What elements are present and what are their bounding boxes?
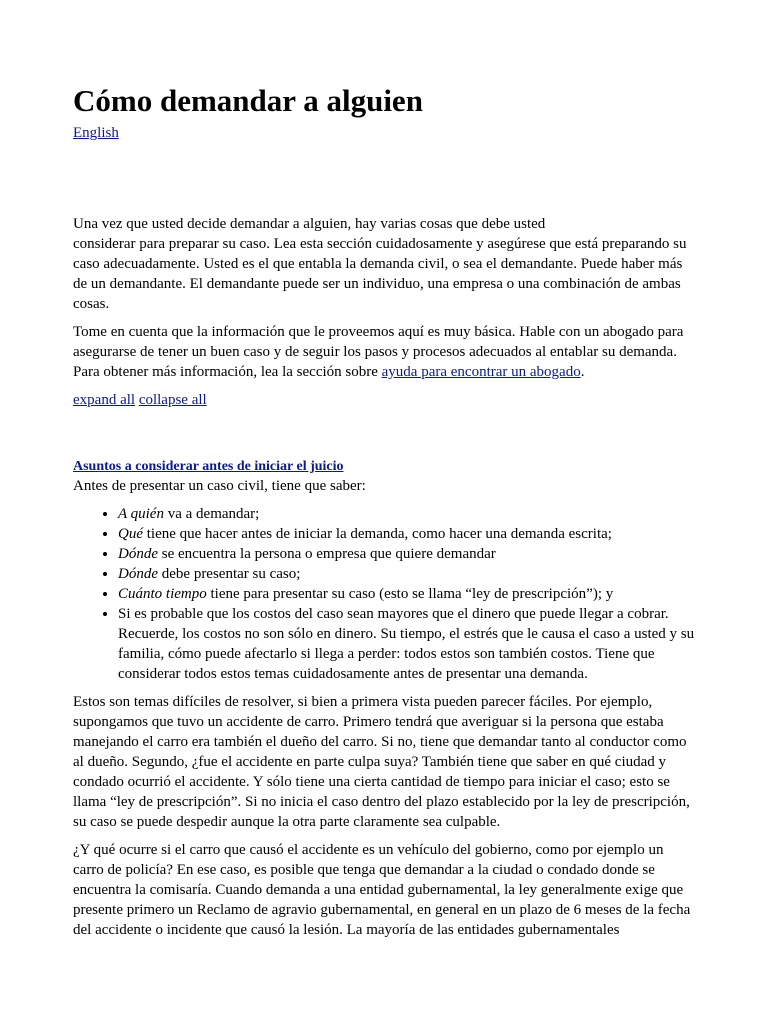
- section-toggle-link[interactable]: Asuntos a considerar antes de iniciar el juicio: [73, 459, 344, 474]
- list-item-text: tiene para presentar su caso (esto se llama “ley de prescripción”); y: [206, 586, 614, 602]
- considerations-list: [73, 504, 698, 684]
- list-item-emphasis: Cuánto tiempo: [118, 586, 207, 602]
- list-item-text: va a demandar;: [163, 506, 260, 522]
- list-item-emphasis: Qué: [118, 526, 143, 542]
- list-item: [118, 564, 698, 584]
- list-item-emphasis: A quién: [118, 506, 164, 522]
- intro-paragraph-1: [73, 214, 698, 314]
- list-item-text: se encuentra la persona o empresa que quiere demandar: [158, 546, 496, 562]
- section-intro: Antes de presentar un caso civil, tiene que saber:: [73, 478, 366, 494]
- intro-paragraph-1-rest: considerar para preparar su caso. Lea esta sección cuidadosamente y asegúrese que está preparando su caso adecuadamente. Usted es el que entabla la demanda civil, o sea el demandante. Puede haber más de un demandante. El demandante puede ser un individuo, una empresa o una combinación de ambas cosas.: [73, 236, 687, 312]
- find-lawyer-link[interactable]: ayuda para encontrar un abogado: [381, 364, 581, 380]
- list-item-emphasis: Dónde: [118, 546, 158, 562]
- expand-collapse-controls: [73, 390, 698, 410]
- list-item: [118, 524, 698, 544]
- intro-paragraph-2-text: Tome en cuenta que la información que le proveemos aquí es muy básica. Hable con un abogado para asegurarse de tener un buen caso y de seguir los pasos y procesos adecuados al entablar su demanda. Para obtener más información, lea la sección sobre: [73, 324, 684, 380]
- list-item: [118, 504, 698, 524]
- intro-paragraph-2: [73, 322, 698, 382]
- expand-all-link[interactable]: expand all: [73, 392, 136, 408]
- list-item: [118, 584, 698, 604]
- list-item-emphasis: Dónde: [118, 566, 158, 582]
- car-accident-paragraph: Estos son temas difíciles de resolver, si bien a primera vista pueden parecer fáciles. Por ejemplo, supongamos que tuvo un accidente de carro. Primero tendrá que averiguar si la persona que estaba manejando el carro era también el dueño del carro. Si no, tiene que demandar tanto al conductor como al dueño. Segundo, ¿fue el accidente en parte culpa suya? También tiene que saber en qué ciudad y condado ocurrió el accidente. Y sólo tiene una cierta cantidad de tiempo para iniciar el caso; esto se llama “ley de prescripción”. Si no inicia el caso dentro del plazo establecido por la ley de prescripción, su caso se puede despedir aunque la otra parte claramente sea culpable.: [73, 694, 690, 830]
- list-item-text: debe presentar su caso;: [158, 566, 301, 582]
- english-language-link[interactable]: English: [73, 125, 119, 141]
- intro-paragraph-2-end: .: [580, 364, 585, 380]
- government-vehicle-paragraph: ¿Y qué ocurre si el carro que causó el accidente es un vehículo del gobierno, como por ejemplo un carro de policía? En ese caso, es posible que tenga que demandar a la ciudad o condado donde se encuentra la comisaría. Cuando demanda a una entidad gubernamental, la ley generalmente exige que presente primero un Reclamo de agravio gubernamental, en general en un plazo de 6 meses de la fecha del accidente o incidente que causó la lesión. La mayoría de las entidades gubernamentales: [73, 842, 691, 938]
- intro-paragraph-1-line-1: Una vez que usted decide demandar a alguien, hay varias cosas que debe usted: [73, 216, 546, 232]
- page-title: Cómo demandar a alguien: [73, 83, 423, 118]
- article: [73, 82, 698, 940]
- list-item: [118, 544, 698, 564]
- list-item-text: Si es probable que los costos del caso sean mayores que el dinero que puede llegar a cobrar. Recuerde, los costos no son sólo en dinero. Su tiempo, el estrés que le causa el caso a usted y su familia, cómo puede afectarlo si llega a perder: todos estos son también costos. Tiene que considerar todos estos temas cuidadosamente antes de presentar una demanda.: [118, 606, 695, 682]
- collapse-all-link[interactable]: collapse all: [138, 392, 207, 408]
- list-item: [118, 604, 698, 684]
- list-item-text: tiene que hacer antes de iniciar la demanda, como hacer una demanda escrita;: [143, 526, 612, 542]
